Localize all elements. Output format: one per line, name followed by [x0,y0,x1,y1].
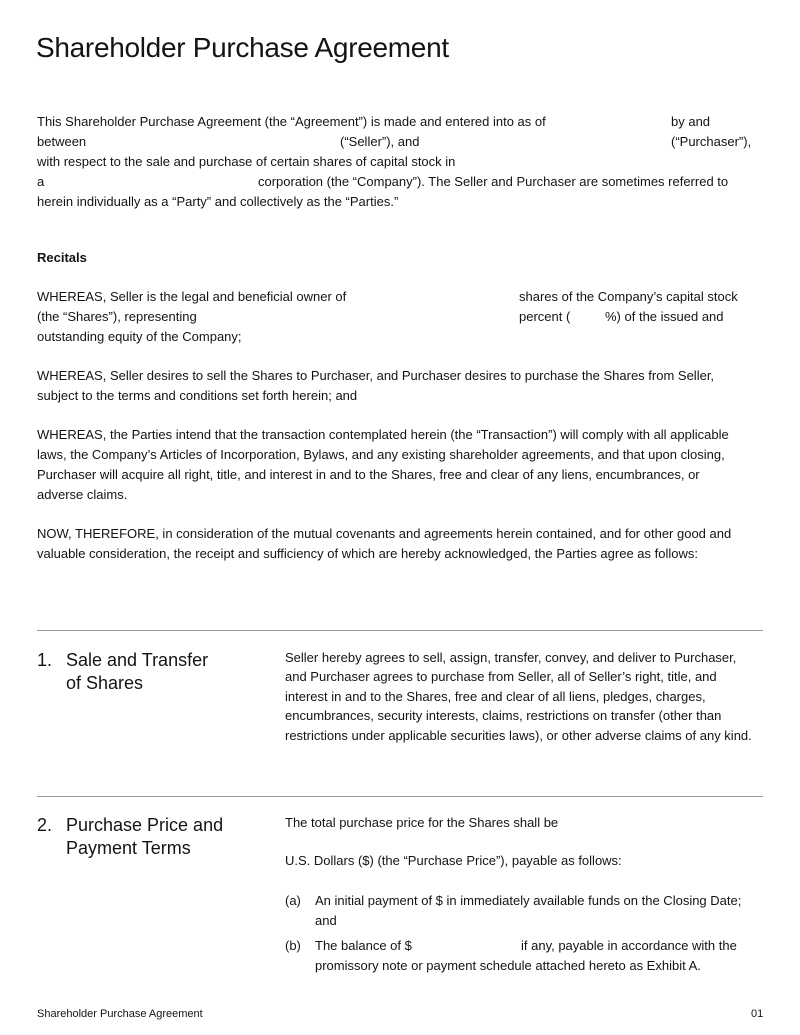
recitals-heading: Recitals [37,250,87,265]
section-body: Seller hereby agrees to sell, assign, transfer, convey, and deliver to Purchaser, [285,650,737,665]
recital-text: %) of the issued and [605,309,724,324]
intro-text: a [37,174,45,189]
intro-text: between [37,134,87,149]
section-title: Payment Terms [66,838,191,858]
list-item-text: if any, payable in accordance with the [521,938,737,953]
section-body: The total purchase price for the Shares shall be [285,815,559,830]
section-number: 2. [37,815,53,835]
recital-text: shares of the Company’s capital stock [519,289,738,304]
section-body: restrictions under applicable securities laws), or other adverse claims of any kind. [285,728,752,743]
intro-text: (“Seller”), and [340,134,420,149]
section-number: 1. [37,650,53,670]
recital-text: Purchaser will acquire all right, title, and interest in and to the Shares, free and clear of any liens, encumbrances, or [37,467,700,482]
section-divider [37,796,763,797]
intro-text: (“Purchaser”), [671,134,752,149]
section-body: and Purchaser agrees to purchase from Seller, all of Seller’s right, title, and [285,669,717,684]
page-number: 01 [751,1008,764,1020]
list-item-text: promissory note or payment schedule attached hereto as Exhibit A. [315,958,701,973]
section-body: interest in and to the Shares, free and clear of all liens, pledges, charges, [285,689,706,704]
list-item-text: The balance of $ [315,938,412,953]
recital-text: adverse claims. [37,487,128,502]
recital-text: subject to the terms and conditions set forth herein; and [37,388,358,403]
section-body: U.S. Dollars ($) (the “Purchase Price”), payable as follows: [285,853,622,868]
intro-text: This Shareholder Purchase Agreement (the “Agreement”) is made and entered into as of [37,114,546,129]
section-title: Purchase Price and [66,815,224,835]
recital-text: WHEREAS, Seller is the legal and beneficial owner of [37,289,347,304]
recital-text: outstanding equity of the Company; [37,329,242,344]
paragraph-text: NOW, THEREFORE, in consideration of the mutual covenants and agreements herein contained, and for other good and [37,526,732,541]
list-item-text: and [315,913,337,928]
footer-title: Shareholder Purchase Agreement [37,1008,203,1020]
intro-text: herein individually as a “Party” and collectively as the “Parties.” [37,194,399,209]
recital-text: WHEREAS, Seller desires to sell the Shares to Purchaser, and Purchaser desires to purchase the Shares from Seller, [37,368,715,383]
intro-text: corporation (the “Company”). The Seller and Purchaser are sometimes referred to [258,174,729,189]
list-item-text: An initial payment of $ in immediately available funds on the Closing Date; [315,893,742,908]
recital-text: laws, the Company’s Articles of Incorporation, Bylaws, and any existing shareholder agreements, and that upon closing, [37,447,725,462]
intro-text: with respect to the sale and purchase of certain shares of capital stock in [37,154,456,169]
paragraph-text: valuable consideration, the receipt and sufficiency of which are hereby acknowledged, the Parties agree as follows: [37,546,698,561]
list-label: (b) [285,938,301,953]
page-title: Shareholder Purchase Agreement [36,32,449,63]
section-title: Sale and Transfer [66,650,209,670]
list-label: (a) [285,893,301,908]
section-title: of Shares [66,673,144,693]
recital-text: (the “Shares”), representing [37,309,197,324]
recital-text: percent ( [519,309,571,324]
recital-text: WHEREAS, the Parties intend that the transaction contemplated herein (the “Transaction”) will comply with all applicable [37,427,729,442]
section-divider [37,630,763,631]
section-body: encumbrances, security interests, claims, restrictions on transfer (other than [285,708,722,723]
intro-text: by and [671,114,711,129]
